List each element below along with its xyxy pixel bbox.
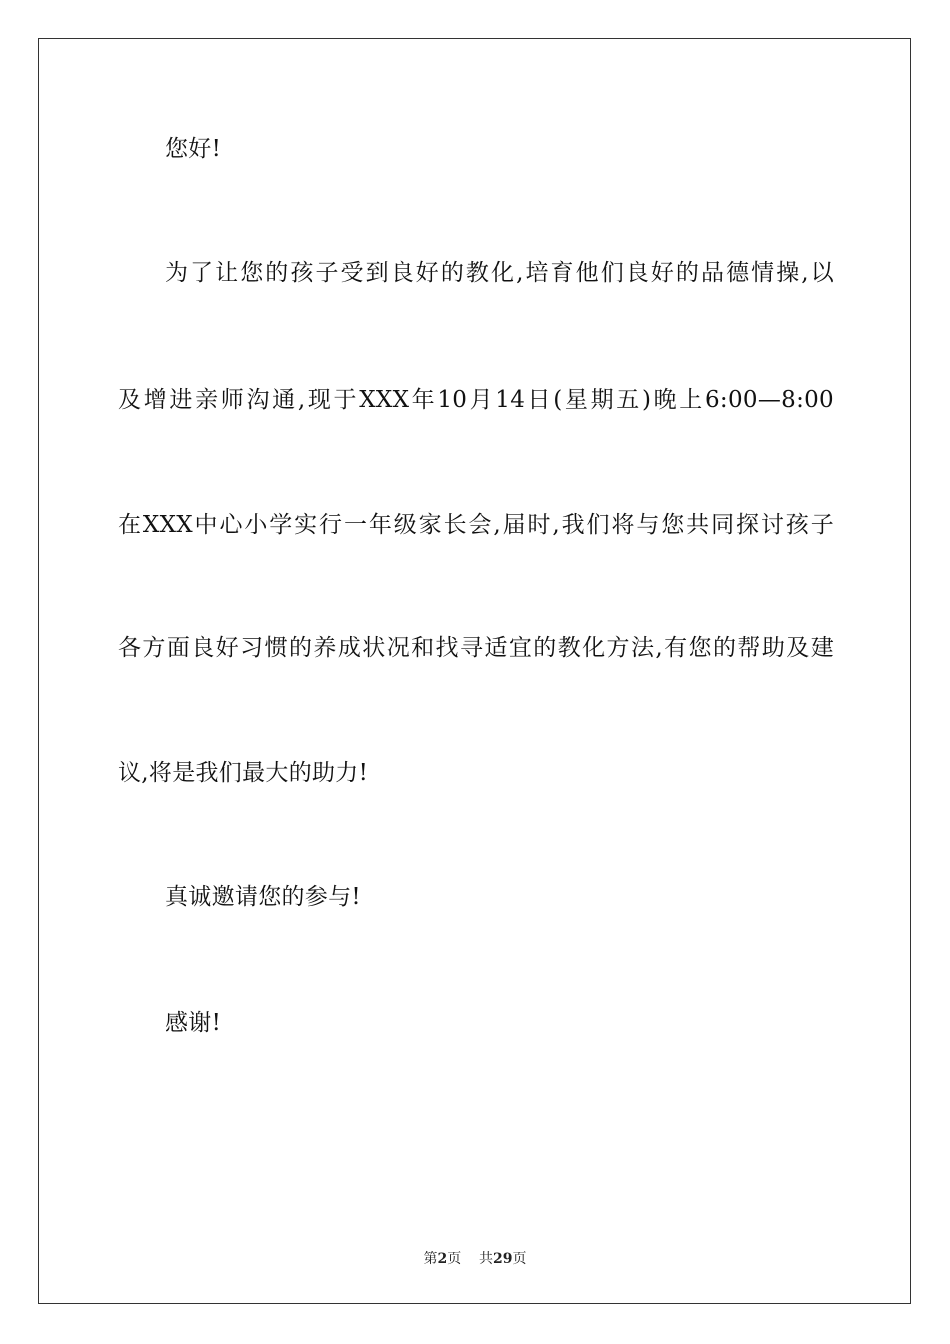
footer-total-suffix: 页 [512, 1251, 527, 1267]
body-line-4: 各方面良好习惯的养成状况和找寻适宜的教化方法,有您的帮助及建 [118, 635, 834, 661]
footer-page-prefix: 第 [423, 1251, 438, 1267]
page-footer [0, 1248, 950, 1268]
invitation-line: 真诚邀请您的参与! [165, 884, 361, 910]
footer-total-pages: 29 [493, 1251, 513, 1267]
thanks-line: 感谢! [165, 1010, 222, 1036]
body-line-2: 及增进亲师沟通,现于XXX年10月14日(星期五)晚上6:00—8:00 [118, 387, 834, 413]
footer-page-suffix: 页 [447, 1251, 462, 1267]
page-border [38, 38, 911, 1304]
greeting: 您好! [165, 136, 222, 162]
body-line-1: 为了让您的孩子受到良好的教化,培育他们良好的品德情操,以 [165, 260, 834, 286]
footer-page-number: 2 [437, 1251, 448, 1267]
footer-total-prefix: 共 [479, 1251, 494, 1267]
body-line-5: 议,将是我们最大的助力! [118, 760, 369, 786]
body-line-3: 在XXX中心小学实行一年级家长会,届时,我们将与您共同探讨孩子 [118, 512, 834, 538]
